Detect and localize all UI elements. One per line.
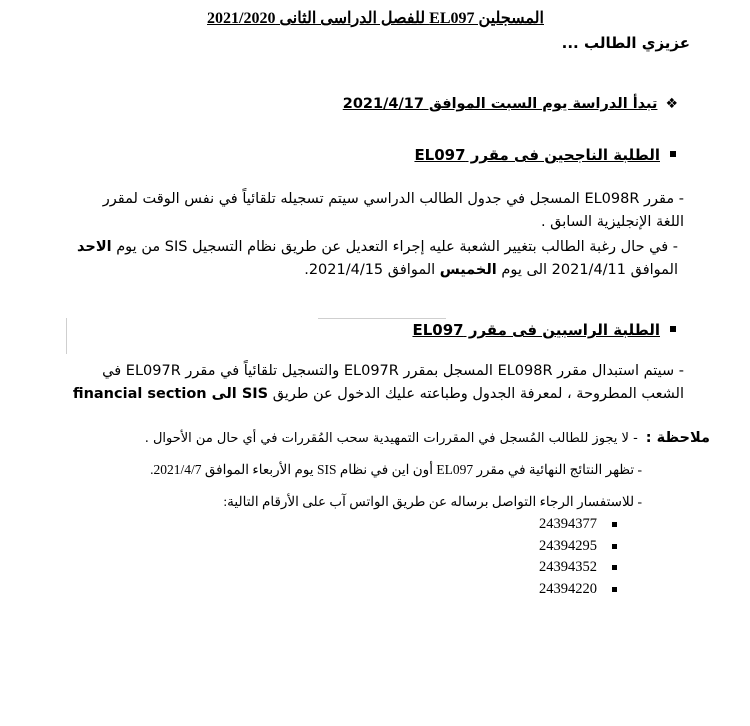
passed-item-2-day-start: الاحد xyxy=(77,239,112,255)
failed-students-heading xyxy=(412,321,676,339)
square-bullet-icon xyxy=(612,544,617,549)
note-2: - تظهر النتائج النهائية في مقرر EL097 أون اين في نظام SIS يوم الأربعاء الموافق 2021/4/7. xyxy=(150,462,642,477)
passed-heading-text: الطلبة الناجحين فى مقرر EL097 xyxy=(414,146,660,164)
square-bullet-icon xyxy=(612,587,617,592)
square-bullet-icon xyxy=(670,151,676,157)
diamond-bullet-icon: ❖ xyxy=(665,96,678,112)
passed-item-2 xyxy=(68,236,678,282)
start-date-text: تبدأ الدراسة يوم السبت الموافق 2021/4/17 xyxy=(342,96,658,112)
square-bullet-icon xyxy=(612,522,617,527)
failed-item-1 xyxy=(59,360,684,406)
phone-number: 24394295 xyxy=(539,537,597,554)
phone-item xyxy=(539,557,617,579)
document-title: المسجلين EL097 للفصل الدراسى الثانى 2021/2020 xyxy=(207,10,544,27)
note-3: - للاستفسار الرجاء التواصل برساله عن طريق الواتس آب على الأرقام التالية: xyxy=(223,494,642,509)
failed-heading-text: الطلبة الراسبين فى مقرر EL097 xyxy=(412,321,660,339)
frame-line-vertical xyxy=(66,318,67,354)
passed-students-heading xyxy=(414,146,676,164)
phone-list xyxy=(539,514,617,600)
phone-item xyxy=(539,536,617,558)
passed-item-2-part-c: الموافق 2021/4/11 الى يوم xyxy=(496,262,678,278)
failed-item-1-sis: SIS الى financial section xyxy=(72,386,269,402)
passed-item-2-part-e: الموافق 2021/4/15. xyxy=(304,262,440,278)
square-bullet-icon xyxy=(670,326,676,332)
phone-item xyxy=(539,514,617,536)
square-bullet-icon xyxy=(612,565,617,570)
phone-item xyxy=(539,579,617,601)
failed-item-1-text: - سيتم استبدال مقرر EL098R المسجل بمقرر EL097R والتسجيل تلقائياً في مقرر EL097R في الشعب المطروحة ، لمعرفة الجدول وطباعته عليك الدخول عن طريق xyxy=(102,363,684,402)
note-label: ملاحظة : xyxy=(645,430,710,446)
start-date-notice xyxy=(343,96,678,112)
frame-line-horizontal xyxy=(318,318,446,319)
note-1-row xyxy=(145,430,710,446)
passed-item-2-day-end: الخميس xyxy=(439,262,497,278)
phone-number: 24394377 xyxy=(539,516,597,532)
phone-number: 24394220 xyxy=(539,580,597,597)
note-1: - لا يجوز للطالب المُسجل في المقررات التمهيدية سحب المُقررات في أي حال من الأحوال . xyxy=(144,431,638,446)
passed-item-2-part-a: - في حال رغبة الطالب بتغيير الشعبة عليه إجراء التعديل عن طريق نظام التسجيل SIS من يوم xyxy=(111,239,678,255)
greeting: عزيزي الطالب ... xyxy=(561,34,690,52)
passed-item-1: - مقرر EL098R المسجل في جدول الطالب الدراسي سيتم تسجيله تلقائياً في نفس الوقت لمقرر اللغة الإنجليزية السابق . xyxy=(102,191,684,230)
phone-number: 24394352 xyxy=(539,559,597,575)
